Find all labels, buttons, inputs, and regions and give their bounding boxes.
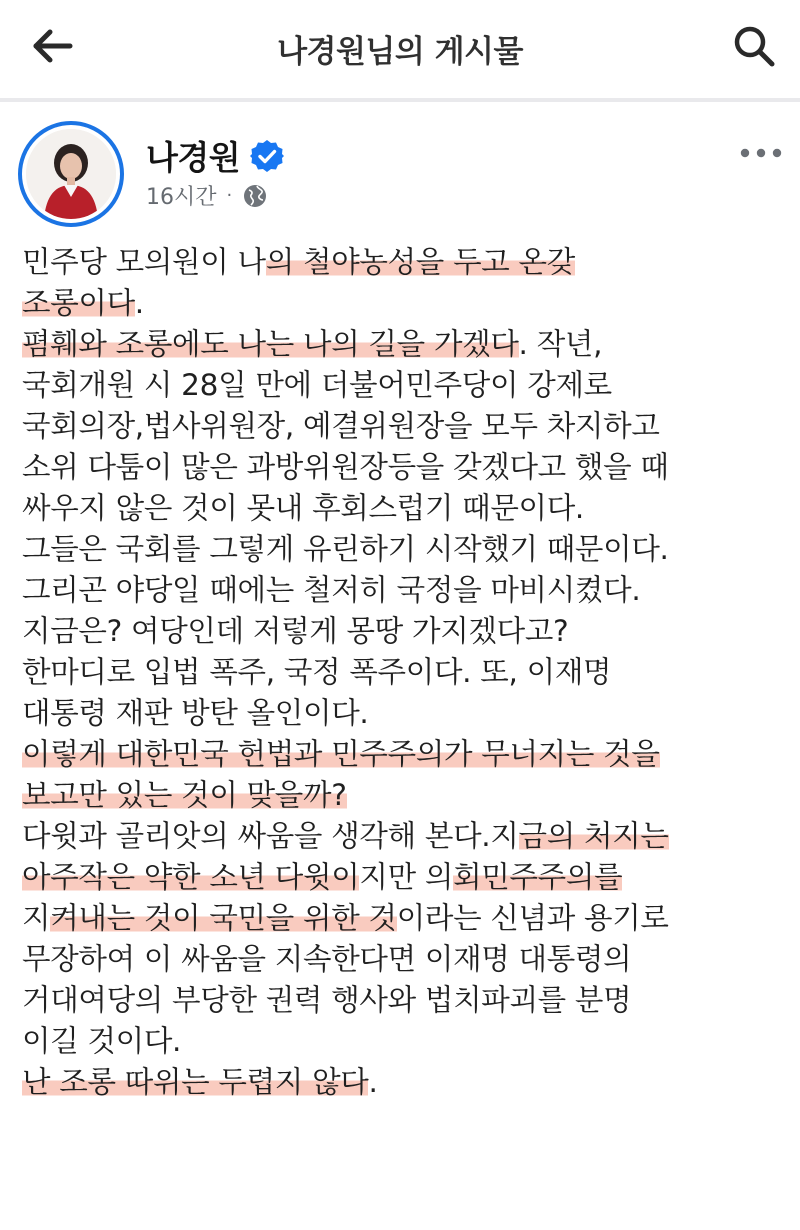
post-text-line: [22, 570, 792, 611]
post-text: .: [368, 1065, 378, 1099]
post-text-line: [22, 652, 792, 693]
post-text-line: [22, 611, 792, 652]
highlighted-text: 금의 처지는: [518, 819, 669, 853]
post-meta: [146, 180, 268, 211]
meta-separator: ·: [226, 185, 233, 206]
search-button[interactable]: [730, 22, 778, 70]
post-text: . 작년,: [518, 327, 603, 361]
post-text-line: [22, 242, 792, 283]
post-text-line: [22, 283, 792, 324]
post-text: 거대여당의 부당한 권력 행사와 법치파괴를 분명: [22, 983, 632, 1017]
highlighted-text: 보고만 있는 것이 맞을까?: [22, 778, 347, 812]
highlighted-text: 회민주주의를: [453, 860, 623, 894]
search-icon: [730, 22, 778, 70]
post-text-line: [22, 898, 792, 939]
post-text: 그리곤 야당일 때에는 철저히 국정을 마비시켰다.: [22, 573, 641, 607]
post-text: 대통령 재판 방탄 올인이다.: [22, 696, 369, 730]
highlighted-text: 의 철야농성을 두고 온갖: [265, 245, 575, 279]
post-text: 무장하여 이 싸움을 지속한다면 이재명 대통령의: [22, 942, 632, 976]
post-text-line: [22, 447, 792, 488]
avatar-photo: [26, 129, 116, 219]
more-options-button[interactable]: [738, 138, 784, 168]
post-text: 국회개원 시 28일 만에 더불어민주당이 강제로: [22, 368, 612, 402]
post-text: 지: [22, 901, 51, 935]
author-row: [146, 132, 284, 179]
post-text: 지금은? 여당인데 저렇게 몽땅 가지겠다고?: [22, 614, 569, 648]
post-text-line: [22, 734, 792, 775]
highlighted-text: 폄훼와 조롱에도 나는 나의 길을 가겠다: [22, 327, 519, 361]
highlighted-text: 조롱이다: [22, 286, 135, 320]
post-text: 한마디로 입법 폭주, 국정 폭주이다. 또, 이재명: [22, 655, 612, 689]
highlighted-text: 켜내는 것이 국민을 위한 것: [50, 901, 397, 935]
post-text: 다윗과 골리앗의 싸움을 생각해 본다.지: [22, 819, 519, 853]
post-text-line: [22, 1062, 792, 1103]
post-text-line: [22, 529, 792, 570]
post-text-line: [22, 939, 792, 980]
post-text: 민주당 모의원이 나: [22, 245, 266, 279]
post-text-line: [22, 693, 792, 734]
post-text-line: [22, 406, 792, 447]
more-options-icon: [738, 138, 784, 168]
globe-icon: [242, 183, 268, 209]
author-name[interactable]: 나경원: [146, 138, 241, 177]
page-title: 나경원님의 게시물: [277, 34, 523, 70]
post-text-line: [22, 857, 792, 898]
header-divider: [0, 98, 800, 102]
post-text-line: [22, 816, 792, 857]
post-text: 그들은 국회를 그렇게 유린하기 시작했기 때문이다.: [22, 532, 669, 566]
post-text: 이길 것이다.: [22, 1024, 182, 1058]
post-text-line: [22, 775, 792, 816]
post-body: [22, 242, 792, 1103]
post-time[interactable]: 16시간: [146, 185, 217, 210]
top-bar: [0, 0, 800, 96]
post-text: 싸우지 않은 것이 못내 후회스럽기 때문이다.: [22, 491, 585, 525]
post-text-line: [22, 1021, 792, 1062]
verified-badge-icon: [250, 139, 284, 173]
post-text-line: [22, 980, 792, 1021]
post-text-line: [22, 488, 792, 529]
highlighted-text: 난 조롱 따위는 두렵지 않다: [22, 1065, 369, 1099]
post-text-line: [22, 324, 792, 365]
post-text: 소위 다툼이 많은 과방위원장등을 갖겠다고 했을 때: [22, 450, 669, 484]
post-text-line: [22, 365, 792, 406]
highlighted-text: 이렇게 대한민국 헌법과 민주주의가 무너지는 것을: [22, 737, 660, 771]
post-text: 국회의장,법사위원장, 예결위원장을 모두 차지하고: [22, 409, 660, 443]
author-avatar[interactable]: [18, 121, 124, 227]
highlighted-text: 아주작은 약한 소년 다윗이: [22, 860, 360, 894]
post-text: 이라는 신념과 용기로: [396, 901, 669, 935]
post-text: 지만 의: [359, 860, 454, 894]
post-text: .: [134, 286, 144, 320]
